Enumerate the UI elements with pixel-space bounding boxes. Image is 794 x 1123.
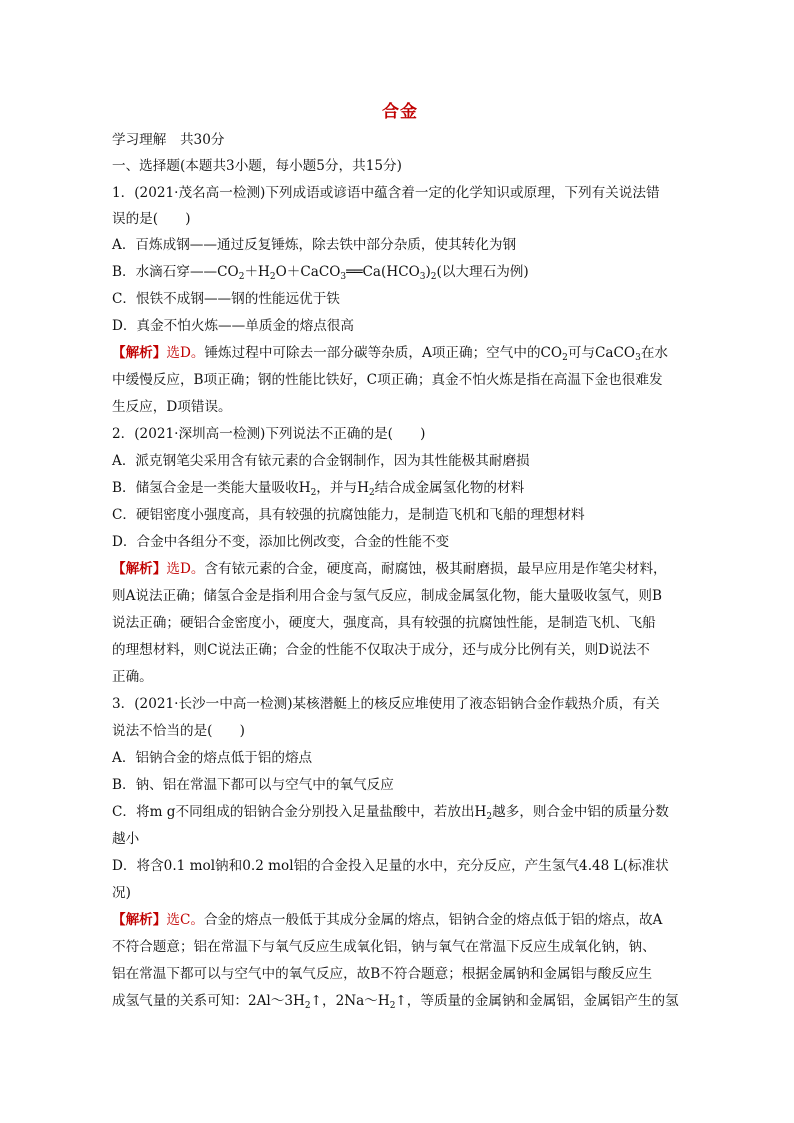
- q1-stem-line1: 1．(2021·茂名高一检测)下列成语或谚语中蕴含着一定的化学知识或原理，下列有关说法错: [112, 185, 660, 201]
- q3-option-b: B．钠、铝在常温下都可以与空气中的氧气反应: [112, 777, 394, 793]
- q1-explanation-line3: 生反应，D项错误。: [112, 399, 232, 415]
- q2-explanation-line1: 【解析】选D。含有铱元素的合金，硬度高，耐腐蚀，极其耐磨损，最早应用是作笔尖材料，: [112, 561, 667, 577]
- q1-option-a: A．百炼成钢——通过反复锤炼，除去铁中部分杂质，使其转化为钢: [112, 237, 517, 253]
- q3-explanation-line4: 成氢气量的关系可知：$2Al\sim 3H_2↑$，$2Na\sim H_2↑$，等质量的金属钠和金属铝，金属铝产生的氢: [112, 993, 679, 1011]
- page-title: 合金: [382, 102, 418, 122]
- q2-explanation-line2: 则A说法正确；储氢合金是指利用合金与氢气反应，制成金属氢化物，能大量吸收氢气，则B: [112, 588, 662, 604]
- q2-explanation-line4: 的理想材料，则C说法正确；合金的性能不仅取决于成分，还与成分比例有关，则D说法不: [112, 642, 650, 658]
- q2-option-d: D．合金中各组分不变，添加比例改变，合金的性能不变: [112, 534, 450, 550]
- section-header: 学习理解 共30分: [112, 132, 225, 148]
- analysis-tag: 【解析】: [112, 561, 167, 577]
- q2-explanation-line5: 正确。: [112, 669, 153, 685]
- q3-stem-line1: 3．(2021·长沙一中高一检测)某核潜艇上的核反应堆使用了液态铝钠合金作载热介质，有关: [112, 696, 660, 712]
- q1-answer: 选D。: [166, 345, 205, 361]
- q2-answer: 选D。: [166, 561, 205, 577]
- q1-stem-line2: 误的是( ): [112, 211, 191, 227]
- question-type-header: 一、选择题(本题共3小题，每小题5分，共15分): [112, 158, 402, 174]
- q1-option-c: C．恨铁不成钢——钢的性能远优于铁: [112, 291, 340, 307]
- q2-option-b: B．储氢合金是一类能大量吸收$H_2$，并与$H_2$结合成金属氢化物的材料: [112, 480, 525, 498]
- analysis-tag: 【解析】: [112, 345, 167, 361]
- q1-option-d: D．真金不怕火炼——单质金的熔点很高: [112, 318, 354, 334]
- q1-explanation-line2: 中缓慢反应，B项正确；钢的性能比铁好，C项正确；真金不怕火炼是指在高温下金也很难发: [112, 372, 663, 388]
- q3-option-d-line1: D．将含0.1 mol钠和0.2 mol铝的合金投入足量的水中，充分反应，产生氢气4.48 L(标准状: [112, 858, 669, 874]
- q3-answer: 选C。: [166, 912, 204, 928]
- q3-option-a: A．铝钠合金的熔点低于铝的熔点: [112, 750, 313, 766]
- q3-stem-line2: 说法不恰当的是( ): [112, 723, 245, 739]
- q1-option-b: B．水滴石穿$——CO_2+H_2O+CaCO_3══Ca(HCO_3)_2$(以大理石为例): [112, 264, 529, 282]
- analysis-tag: 【解析】: [112, 912, 167, 928]
- q3-option-c-line1: C．将m g不同组成的铝钠合金分别投入足量盐酸中，若放出$H_2$越多，则合金中铝的质量分数: [112, 804, 669, 822]
- q2-stem: 2．(2021·深圳高一检测)下列说法不正确的是( ): [112, 426, 426, 442]
- q3-explanation-line1: 【解析】选C。合金的熔点一般低于其成分金属的熔点，铝钠合金的熔点低于铝的熔点，故A: [112, 912, 663, 928]
- q3-explanation-line2: 不符合题意；铝在常温下与氧气反应生成氧化铝，钠与氧气在常温下反应生成氧化钠，钠、: [112, 939, 656, 955]
- q3-option-d-line2: 况): [112, 885, 131, 901]
- q1-explanation-line1: 【解析】选D。锤炼过程中可除去一部分碳等杂质，A项正确；空气中的$CO_2$可与CaCO$_3$在水: [112, 345, 668, 363]
- q2-explanation-line3: 说法正确；硬铝合金密度小，硬度大，强度高，具有较强的抗腐蚀性能，是制造飞机、飞船: [112, 615, 656, 631]
- q2-option-a: A．派克钢笔尖采用含有铱元素的合金钢制作，因为其性能极其耐磨损: [112, 453, 530, 469]
- q3-option-c-line2: 越小: [112, 831, 140, 847]
- q2-option-c: C．硬铝密度小强度高，具有较强的抗腐蚀能力，是制造飞机和飞船的理想材料: [112, 507, 585, 523]
- q3-explanation-line3: 铝在常温下都可以与空气中的氧气反应，故B不符合题意；根据金属钠和金属铝与酸反应生: [112, 966, 653, 982]
